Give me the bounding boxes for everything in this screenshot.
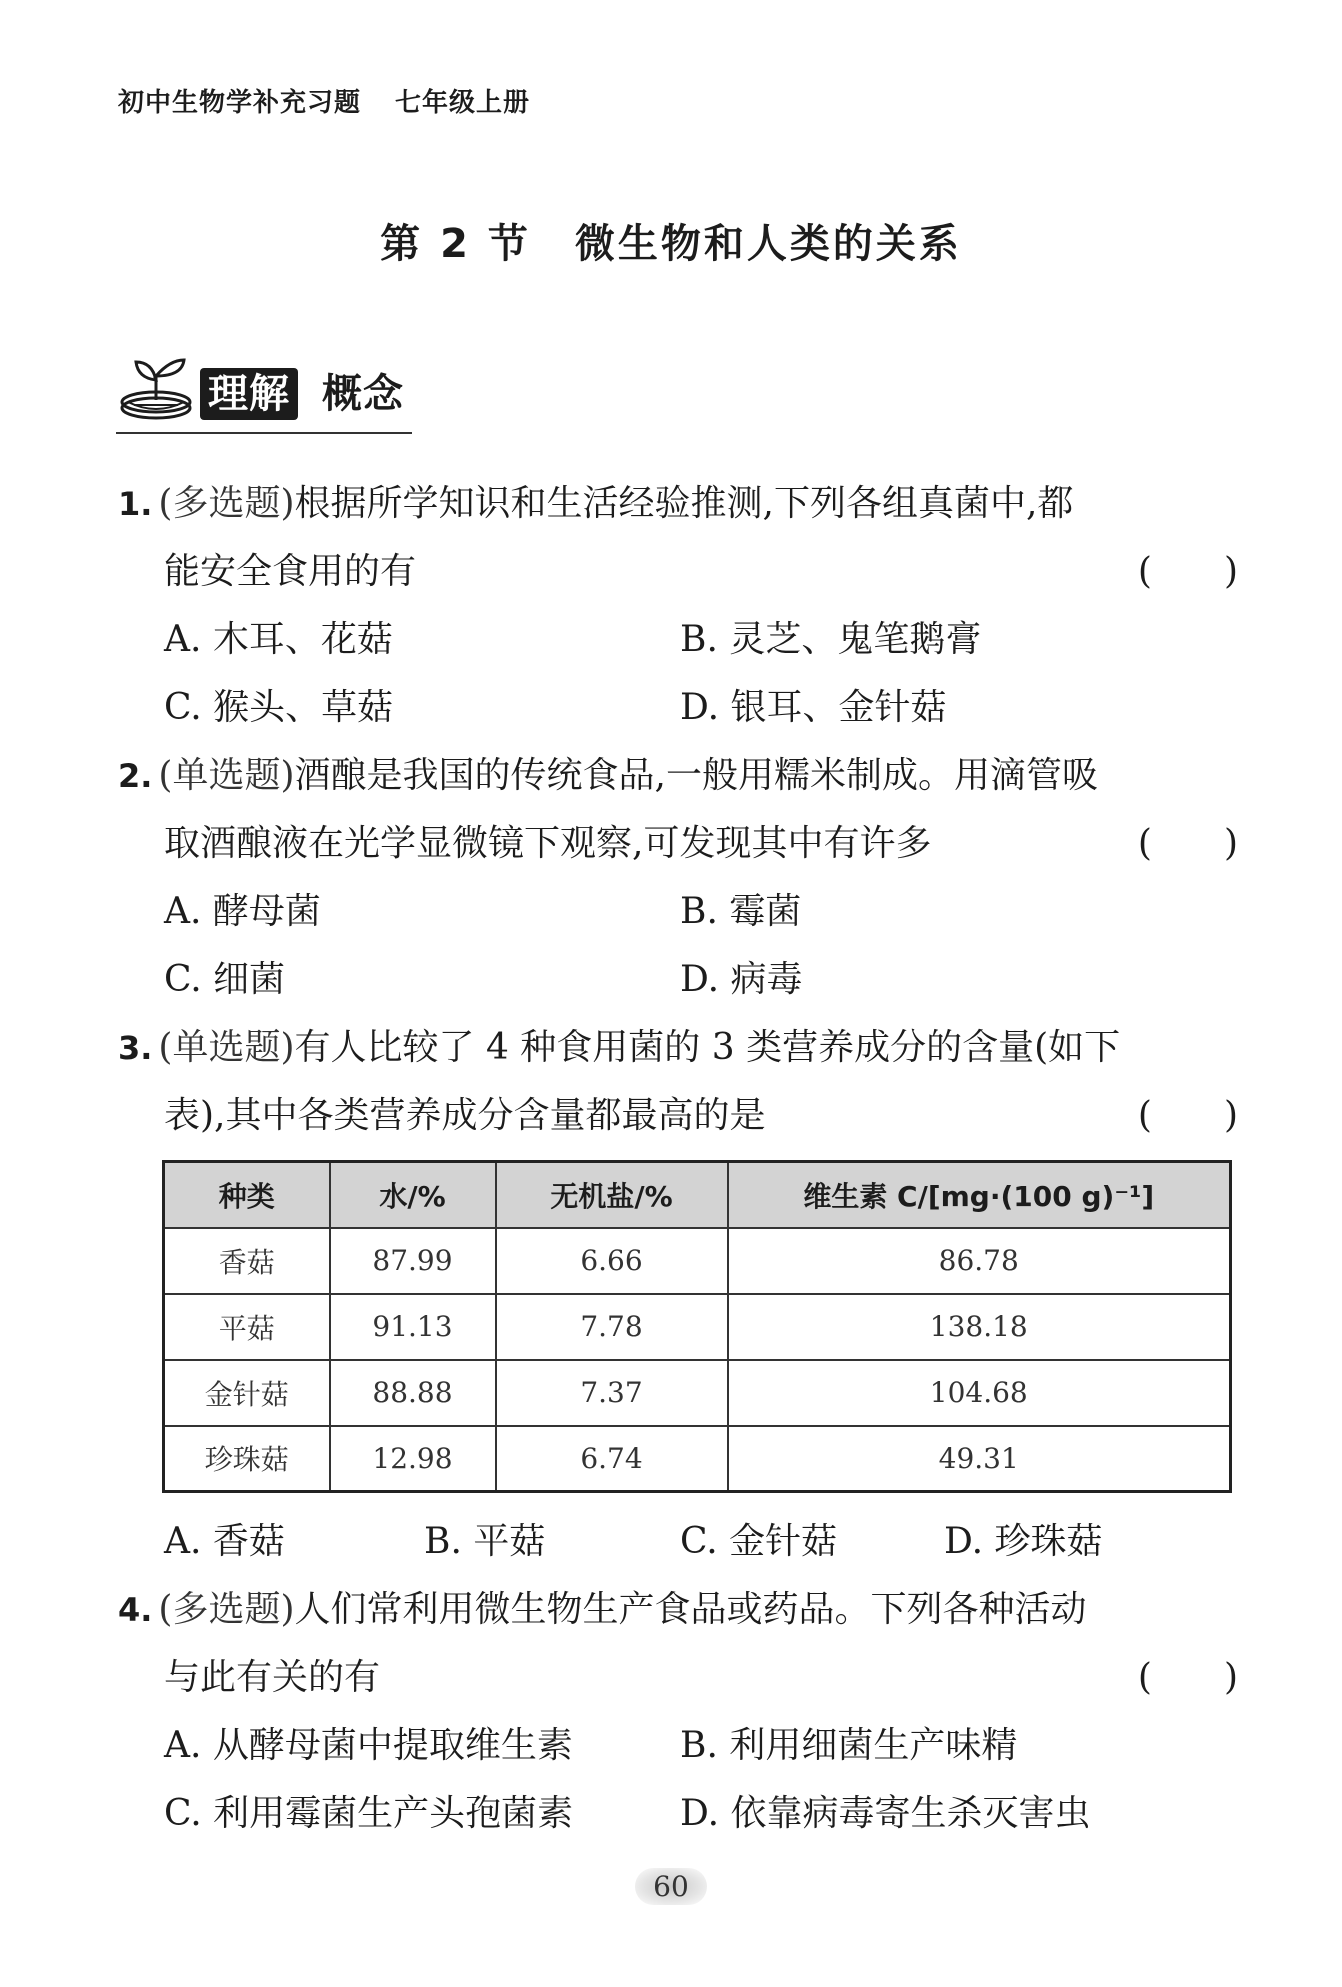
option-b[interactable]: B. 平菇 — [424, 1521, 546, 1562]
question-text: 能安全食用的有 — [164, 551, 417, 592]
question-stem-continued — [118, 538, 1238, 606]
table-row — [164, 1228, 1231, 1294]
answer-blank[interactable]: ( ) — [1137, 1657, 1238, 1698]
sprout-dish-icon — [116, 350, 198, 426]
grade-label: 七年级上册 — [395, 88, 531, 118]
column-header: 维生素 C/[mg·(100 g)⁻¹] — [728, 1162, 1231, 1228]
option-d[interactable]: D. 银耳、金针菇 — [680, 687, 947, 728]
question-text: 有人比较了 4 种食用菌的 3 类营养成分的含量(如下 — [294, 1027, 1121, 1068]
answer-blank[interactable]: ( ) — [1137, 551, 1238, 592]
question-stem — [118, 742, 1238, 810]
table-cell: 珍珠菇 — [164, 1426, 330, 1492]
table-cell: 香菇 — [164, 1228, 330, 1294]
nutrition-table — [162, 1160, 1232, 1493]
column-header: 无机盐/% — [496, 1162, 728, 1228]
option-a[interactable]: A. 酵母菌 — [164, 891, 321, 932]
concept-badge — [116, 350, 416, 426]
page-number: 60 — [635, 1868, 707, 1905]
option-row — [118, 1780, 1238, 1848]
table-cell: 7.78 — [496, 1294, 728, 1360]
table-cell: 104.68 — [728, 1360, 1231, 1426]
question-text: 与此有关的有 — [164, 1657, 381, 1698]
option-row — [118, 606, 1238, 674]
question-number: 1. — [118, 485, 153, 523]
question-stem — [118, 470, 1238, 538]
option-d[interactable]: D. 珍珠菇 — [944, 1521, 1103, 1562]
table-cell: 平菇 — [164, 1294, 330, 1360]
question-4 — [118, 1576, 1238, 1848]
question-stem — [118, 1576, 1238, 1644]
option-a[interactable]: A. 香菇 — [164, 1521, 285, 1562]
section-number: 第 2 节 — [380, 221, 531, 267]
option-b[interactable]: B. 霉菌 — [680, 891, 802, 932]
running-header — [118, 82, 530, 119]
question-stem-continued — [118, 1644, 1238, 1712]
table-cell: 49.31 — [728, 1426, 1231, 1492]
question-3-options — [118, 1508, 1238, 1576]
question-number: 2. — [118, 757, 153, 795]
question-2 — [118, 742, 1238, 1014]
section-title — [0, 212, 1342, 269]
option-b[interactable]: B. 利用细菌生产味精 — [680, 1725, 1018, 1766]
table-cell: 138.18 — [728, 1294, 1231, 1360]
table-cell: 7.37 — [496, 1360, 728, 1426]
badge-highlight: 理解 — [200, 368, 298, 420]
section-name: 微生物和人类的关系 — [574, 221, 962, 267]
option-d[interactable]: D. 依靠病毒寄生杀灭害虫 — [680, 1793, 1091, 1834]
table-cell: 12.98 — [330, 1426, 496, 1492]
question-text: 人们常利用微生物生产食品或药品。下列各种活动 — [294, 1589, 1087, 1630]
badge-rest: 概念 — [322, 371, 404, 417]
option-d[interactable]: D. 病毒 — [680, 959, 803, 1000]
table-cell: 金针菇 — [164, 1360, 330, 1426]
answer-blank[interactable]: ( ) — [1137, 1095, 1238, 1136]
badge-underline — [116, 432, 412, 434]
question-3 — [118, 1014, 1238, 1150]
answer-blank[interactable]: ( ) — [1137, 823, 1238, 864]
question-1 — [118, 470, 1238, 742]
column-header: 水/% — [330, 1162, 496, 1228]
option-row — [118, 878, 1238, 946]
option-b[interactable]: B. 灵芝、鬼笔鹅膏 — [680, 619, 982, 660]
question-number: 4. — [118, 1591, 153, 1629]
option-row — [118, 674, 1238, 742]
option-row — [118, 1712, 1238, 1780]
option-c[interactable]: C. 细菌 — [164, 959, 286, 1000]
question-text: 根据所学知识和生活经验推测,下列各组真菌中,都 — [294, 483, 1074, 524]
option-a[interactable]: A. 从酵母菌中提取维生素 — [164, 1725, 573, 1766]
option-row — [118, 1508, 1238, 1576]
table-row — [164, 1426, 1231, 1492]
question-type: (多选题) — [158, 483, 295, 524]
question-text: 酒酿是我国的传统食品,一般用糯米制成。用滴管吸 — [294, 755, 1098, 796]
table-cell: 87.99 — [330, 1228, 496, 1294]
question-text: 取酒酿液在光学显微镜下观察,可发现其中有许多 — [164, 823, 932, 864]
option-a[interactable]: A. 木耳、花菇 — [164, 619, 393, 660]
table-cell: 88.88 — [330, 1360, 496, 1426]
question-type: (单选题) — [158, 755, 295, 796]
table-cell: 86.78 — [728, 1228, 1231, 1294]
book-title: 初中生物学补充习题 — [118, 88, 362, 118]
column-header: 种类 — [164, 1162, 330, 1228]
question-stem-continued — [118, 1082, 1238, 1150]
question-type: (单选题) — [158, 1027, 295, 1068]
question-number: 3. — [118, 1029, 153, 1067]
table-row — [164, 1360, 1231, 1426]
page-footer — [0, 1868, 1342, 1905]
question-stem-continued — [118, 810, 1238, 878]
option-c[interactable]: C. 利用霉菌生产头孢菌素 — [164, 1793, 574, 1834]
question-type: (多选题) — [158, 1589, 295, 1630]
table-cell: 6.66 — [496, 1228, 728, 1294]
question-text: 表),其中各类营养成分含量都最高的是 — [164, 1095, 766, 1136]
table-cell: 91.13 — [330, 1294, 496, 1360]
table-row — [164, 1294, 1231, 1360]
question-stem — [118, 1014, 1238, 1082]
option-c[interactable]: C. 金针菇 — [680, 1521, 838, 1562]
table-header-row — [164, 1162, 1231, 1228]
option-c[interactable]: C. 猴头、草菇 — [164, 687, 394, 728]
option-row — [118, 946, 1238, 1014]
table-cell: 6.74 — [496, 1426, 728, 1492]
